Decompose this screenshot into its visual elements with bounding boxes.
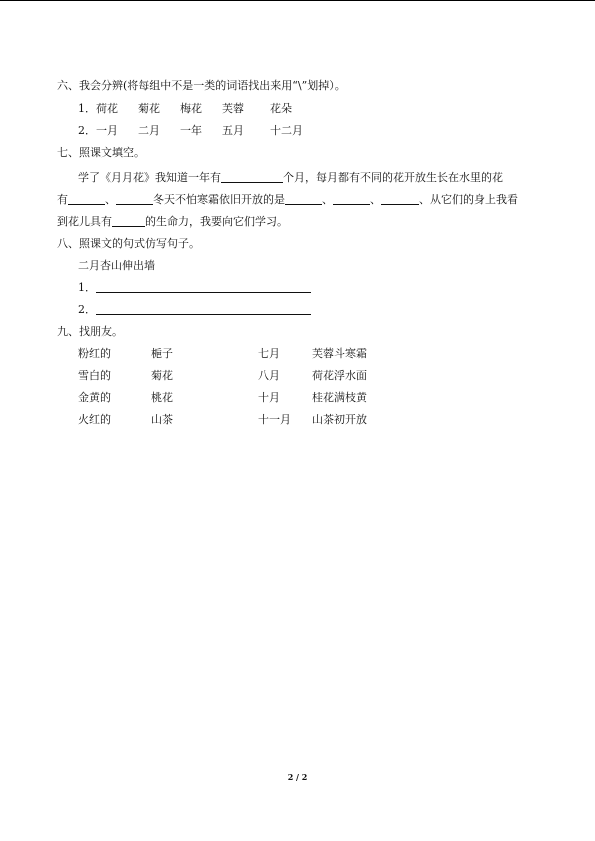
answer-blank[interactable] [381, 194, 419, 205]
section-8-title: 八、照课文的句式仿写句子。 [57, 237, 200, 250]
page-number: 2 / 2 [287, 772, 308, 782]
fill-text: 、 [105, 193, 116, 206]
section-7-line-3 [57, 216, 288, 227]
fill-text: 的生命力，我要向它们学习。 [145, 215, 288, 228]
fill-text: 到花儿具有 [57, 215, 112, 228]
match-item: 雪白的 [78, 369, 111, 382]
section-7-title: 七、照课文填空。 [57, 146, 145, 159]
fill-text: 学了《月月花》我知道一年有 [78, 171, 221, 184]
answer-blank[interactable] [96, 282, 311, 293]
word: 菊花 [138, 102, 160, 115]
word: 花朵 [270, 102, 292, 115]
word: 荷花 [96, 102, 118, 115]
row-number: 2． [78, 124, 96, 137]
row-number: 1． [78, 102, 96, 115]
answer-blank[interactable] [285, 194, 322, 205]
section-9-title: 九、找朋友。 [57, 325, 123, 338]
row-number: 1． [78, 281, 96, 294]
match-item: 山茶初开放 [312, 413, 367, 426]
write-line-1 [78, 282, 311, 293]
match-item: 粉红的 [78, 347, 111, 360]
match-item: 荷花浮水面 [312, 369, 367, 382]
word: 十二月 [270, 124, 303, 137]
example-sentence: 二月杏山伸出墙 [78, 259, 155, 272]
header-rule [0, 0, 595, 1]
answer-blank[interactable] [68, 194, 105, 205]
section-6-row-1 [78, 102, 292, 115]
fill-text: 有 [57, 193, 68, 206]
word: 二月 [138, 124, 160, 137]
fill-text: 冬天不怕寒霜依旧开放的是 [153, 193, 285, 206]
fill-text: 个月，每月都有不同的花开放生长在水里的花 [283, 171, 503, 184]
match-item: 桂花满枝黄 [312, 391, 367, 404]
answer-blank[interactable] [112, 216, 145, 227]
write-line-2 [78, 304, 311, 315]
match-item: 桃花 [151, 391, 173, 404]
match-item: 八月 [258, 369, 280, 382]
word: 梅花 [180, 102, 202, 115]
answer-blank[interactable] [96, 304, 311, 315]
section-7-line-2 [57, 194, 518, 205]
fill-text: 、从它们的身上我看 [419, 193, 518, 206]
word: 一年 [180, 124, 202, 137]
word: 芙蓉 [222, 102, 244, 115]
match-item: 金黄的 [78, 391, 111, 404]
match-item: 山茶 [151, 413, 173, 426]
answer-blank[interactable] [116, 194, 153, 205]
word: 一月 [96, 124, 118, 137]
answer-blank[interactable] [221, 172, 283, 183]
fill-text: 、 [370, 193, 381, 206]
match-item: 芙蓉斗寒霜 [312, 347, 367, 360]
answer-blank[interactable] [333, 194, 370, 205]
match-item: 十月 [258, 391, 280, 404]
fill-text: 、 [322, 193, 333, 206]
match-item: 菊花 [151, 369, 173, 382]
match-item: 十一月 [258, 413, 291, 426]
word: 五月 [222, 124, 244, 137]
section-6-title: 六、我会分辨(将每组中不是一类的词语找出来用“\”划掉）。 [57, 79, 346, 92]
row-number: 2． [78, 303, 96, 316]
section-7-line-1 [78, 172, 503, 183]
match-item: 七月 [258, 347, 280, 360]
match-item: 火红的 [78, 413, 111, 426]
section-6-row-2 [78, 124, 303, 137]
match-item: 梔子 [151, 347, 173, 360]
